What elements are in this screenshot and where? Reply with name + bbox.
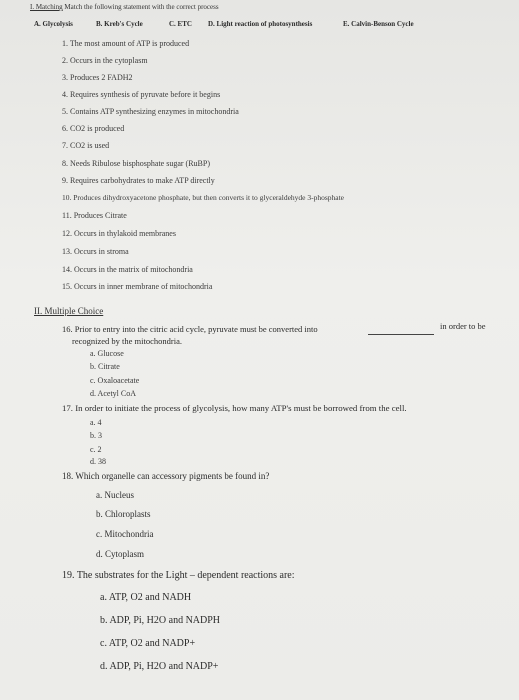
section-1-instruction: Match the following statement with the correct process xyxy=(64,3,219,11)
question-16-option-a[interactable]: a. Glucose xyxy=(90,349,124,358)
question-16-option-d[interactable]: d. Acetyl CoA xyxy=(90,389,136,398)
category-calvin-benson: E. Calvin-Benson Cycle xyxy=(343,20,414,28)
section-1-header xyxy=(30,4,219,11)
category-light-reaction: D. Light reaction of photosynthesis xyxy=(208,20,313,28)
question-19-text: 19. The substrates for the Light – dependent reactions are: xyxy=(62,570,295,581)
matching-item-3: 3. Produces 2 FADH2 xyxy=(62,73,133,82)
question-17-text: 17. In order to initiate the process of glycolysis, how many ATP's must be borrowed from the cell. xyxy=(62,403,407,413)
question-18-text: 18. Which organelle can accessory pigments be found in? xyxy=(62,471,270,481)
matching-item-2: 2. Occurs in the cytoplasm xyxy=(62,56,148,65)
question-19-option-d[interactable]: d. ADP, Pi, H2O and NADP+ xyxy=(100,661,219,672)
section-1-title: I. Matching xyxy=(30,3,63,11)
matching-item-10: 10. Produces dihydroxyacetone phosphate, but then converts it to glyceraldehyde 3-phosphate xyxy=(62,193,345,202)
question-17-option-a[interactable]: a. 4 xyxy=(90,418,102,427)
question-17-option-c[interactable]: c. 2 xyxy=(90,445,102,454)
question-16-text-cont: in order to be xyxy=(440,321,486,331)
question-19-option-c[interactable]: c. ATP, O2 and NADP+ xyxy=(100,638,196,649)
matching-item-13: 13. Occurs in stroma xyxy=(62,247,129,256)
section-2-title: II. Multiple Choice xyxy=(34,306,104,316)
category-krebs-cycle: B. Kreb's Cycle xyxy=(96,20,143,28)
question-16-text-line2: recognized by the mitochondria. xyxy=(72,336,182,346)
question-17-option-b[interactable]: b. 3 xyxy=(90,431,102,440)
question-16-text: 16. Prior to entry into the citric acid cycle, pyruvate must be converted into xyxy=(62,324,318,334)
matching-item-12: 12. Occurs in thylakoid membranes xyxy=(62,229,176,238)
question-17-option-d[interactable]: d. 38 xyxy=(90,457,106,466)
matching-item-6: 6. CO2 is produced xyxy=(62,124,125,133)
question-18-option-a[interactable]: a. Nucleus xyxy=(96,490,134,500)
matching-item-11: 11. Produces Citrate xyxy=(62,211,127,220)
question-16-option-b[interactable]: b. Citrate xyxy=(90,362,120,371)
matching-item-7: 7. CO2 is used xyxy=(62,141,110,150)
matching-item-5: 5. Contains ATP synthesizing enzymes in mitochondria xyxy=(62,107,239,116)
question-19-option-b[interactable]: b. ADP, Pi, H2O and NADPH xyxy=(100,615,221,626)
matching-item-1: 1. The most amount of ATP is produced xyxy=(62,39,190,48)
question-18-option-c[interactable]: c. Mitochondria xyxy=(96,529,154,539)
category-etc: C. ETC xyxy=(169,20,192,28)
question-19-option-a[interactable]: a. ATP, O2 and NADH xyxy=(100,592,192,603)
question-16-option-c[interactable]: c. Oxaloacetate xyxy=(90,376,140,385)
matching-item-8: 8. Needs Ribulose bisphosphate sugar (RuBP) xyxy=(62,159,210,168)
question-18-option-b[interactable]: b. Chloroplasts xyxy=(96,509,151,519)
matching-item-9: 9. Requires carbohydrates to make ATP directly xyxy=(62,176,215,185)
matching-item-4: 4. Requires synthesis of pyruvate before it begins xyxy=(62,90,221,99)
matching-item-14: 14. Occurs in the matrix of mitochondria xyxy=(62,265,193,274)
question-16-blank[interactable] xyxy=(368,334,434,335)
question-18-option-d[interactable]: d. Cytoplasm xyxy=(96,549,145,559)
matching-item-15: 15. Occurs in inner membrane of mitochondria xyxy=(62,282,213,291)
category-glycolysis: A. Glycolysis xyxy=(34,20,73,28)
